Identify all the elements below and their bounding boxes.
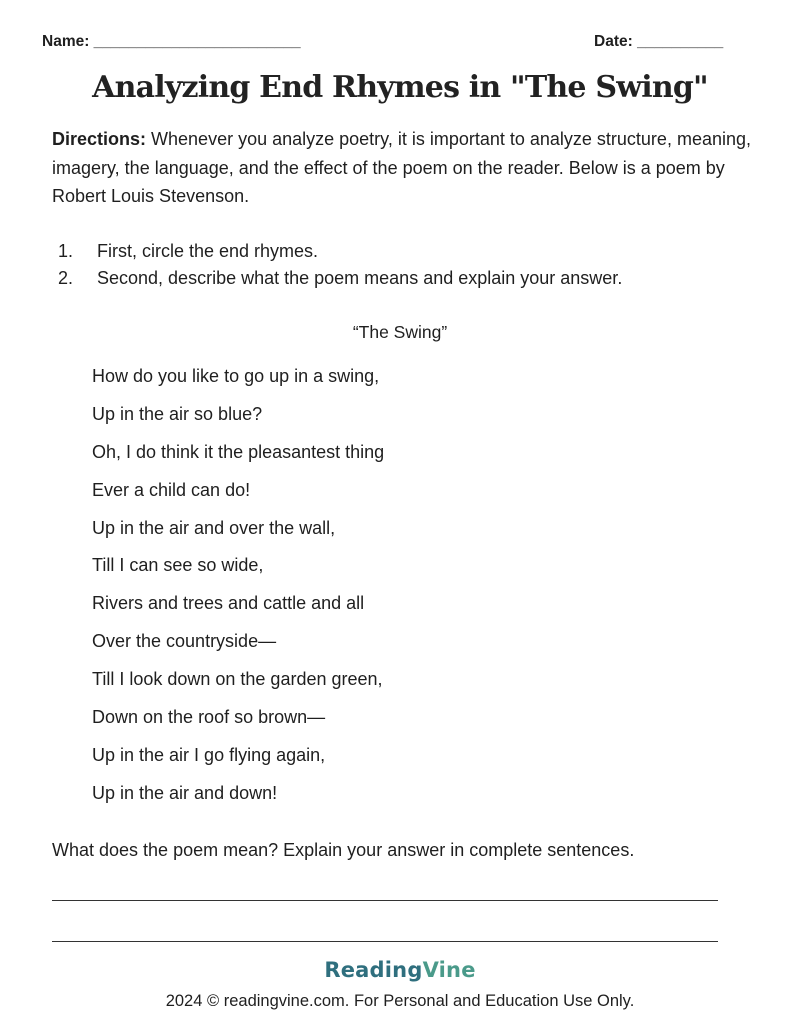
poem-line: Till I look down on the garden green, <box>92 669 383 689</box>
poem-line: Till I can see so wide, <box>92 555 264 575</box>
date-field-label: Date: __________ <box>594 33 724 50</box>
poem-line: Up in the air and down! <box>92 783 278 803</box>
answer-line-2[interactable] <box>52 941 718 942</box>
poem-line: Down on the roof so brown— <box>92 707 326 727</box>
step-text-2: Second, describe what the poem means and explain your answer. <box>97 268 623 288</box>
poem-line: Rivers and trees and cattle and all <box>92 593 365 613</box>
poem-line: How do you like to go up in a swing, <box>92 366 380 386</box>
step-text-1: First, circle the end rhymes. <box>97 241 319 261</box>
poem-line: Up in the air I go flying again, <box>92 745 326 765</box>
answer-line-1[interactable] <box>52 900 718 901</box>
poem-title: “The Swing” <box>352 322 448 342</box>
question-prompt: What does the poem mean? Explain your answer in complete sentences. <box>52 840 635 860</box>
directions-paragraph <box>52 125 772 211</box>
copyright-footer: 2024 © readingvine.com. For Personal and Education Use Only. <box>165 992 635 1010</box>
worksheet-title: Analyzing End Rhymes in "The Swing" <box>92 70 708 105</box>
directions-label: Directions: <box>52 129 147 149</box>
poem-line: Up in the air and over the wall, <box>92 518 336 538</box>
poem-line: Oh, I do think it the pleasantest thing <box>92 442 385 462</box>
logo-text-reading: Reading <box>324 958 423 982</box>
poem-line: Over the countryside— <box>92 631 277 651</box>
readingvine-logo <box>0 958 800 982</box>
poem-line: Ever a child can do! <box>92 480 251 500</box>
directions-text: Whenever you analyze poetry, it is important to analyze structure, meaning, imagery, the language, and the effect of the poem on the reader. Below is a poem by Robert Louis Stevenson. <box>52 129 751 206</box>
logo-text-vine: Vine <box>422 958 476 982</box>
step-number-1: 1. <box>58 241 74 261</box>
name-field-label: Name: ________________________ <box>42 33 301 50</box>
poem-line: Up in the air so blue? <box>92 404 263 424</box>
step-number-2: 2. <box>58 268 74 288</box>
